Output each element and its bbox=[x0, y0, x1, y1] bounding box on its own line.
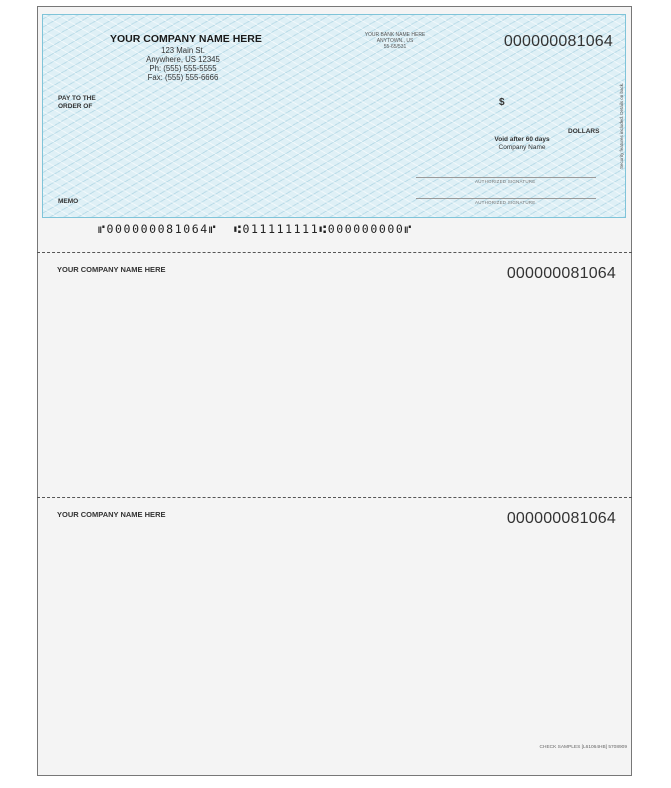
signature-line-1 bbox=[416, 177, 596, 178]
check-face bbox=[42, 14, 626, 218]
void-notice: Void after 60 days bbox=[494, 136, 550, 143]
stub2-company-name: YOUR COMPANY NAME HERE bbox=[57, 510, 166, 519]
perforation-line-1 bbox=[37, 252, 632, 253]
bank-city: ANYTOWN., US bbox=[376, 38, 414, 44]
company-address-line1: 123 Main St. bbox=[161, 46, 205, 55]
security-note: Security features included. Details on back. bbox=[619, 82, 624, 169]
bank-routing-fraction: 55-65/531 bbox=[383, 44, 407, 50]
signature-label-1: AUTHORIZED SIGNATURE bbox=[475, 179, 536, 184]
check-number: 000000081064 bbox=[503, 33, 613, 50]
company-phone: Ph: (555) 555-5555 bbox=[149, 64, 217, 73]
signature-label-2: AUTHORIZED SIGNATURE bbox=[475, 200, 536, 205]
company-fax: Fax: (555) 555-6666 bbox=[147, 73, 219, 82]
micr-routing-account: ⑆011111111⑆000000000⑈ bbox=[234, 222, 413, 236]
company-name: YOUR COMPANY NAME HERE bbox=[110, 33, 262, 45]
dollar-sign: $ bbox=[499, 97, 505, 108]
pay-to-label-line2: ORDER OF bbox=[58, 103, 93, 110]
stub1-check-number: 000000081064 bbox=[506, 265, 616, 282]
stub2-check-number: 000000081064 bbox=[506, 510, 616, 527]
perforation-line-2 bbox=[37, 497, 632, 498]
stub1-company-name: YOUR COMPANY NAME HERE bbox=[57, 265, 166, 274]
bank-name: YOUR BANK NAME HERE bbox=[364, 32, 426, 38]
footer-code: CHECK SAMPLES [L61064HB] 5708909 bbox=[539, 745, 627, 750]
memo-label: MEMO bbox=[58, 198, 79, 205]
company-address-line2: Anywhere, US 12345 bbox=[146, 55, 220, 64]
signature-line-2 bbox=[416, 198, 596, 199]
dollars-label: DOLLARS bbox=[568, 128, 600, 135]
pay-to-label-line1: PAY TO THE bbox=[58, 95, 96, 102]
void-company: Company Name bbox=[498, 144, 546, 151]
micr-check-number: ⑈000000081064⑈ bbox=[98, 222, 218, 236]
